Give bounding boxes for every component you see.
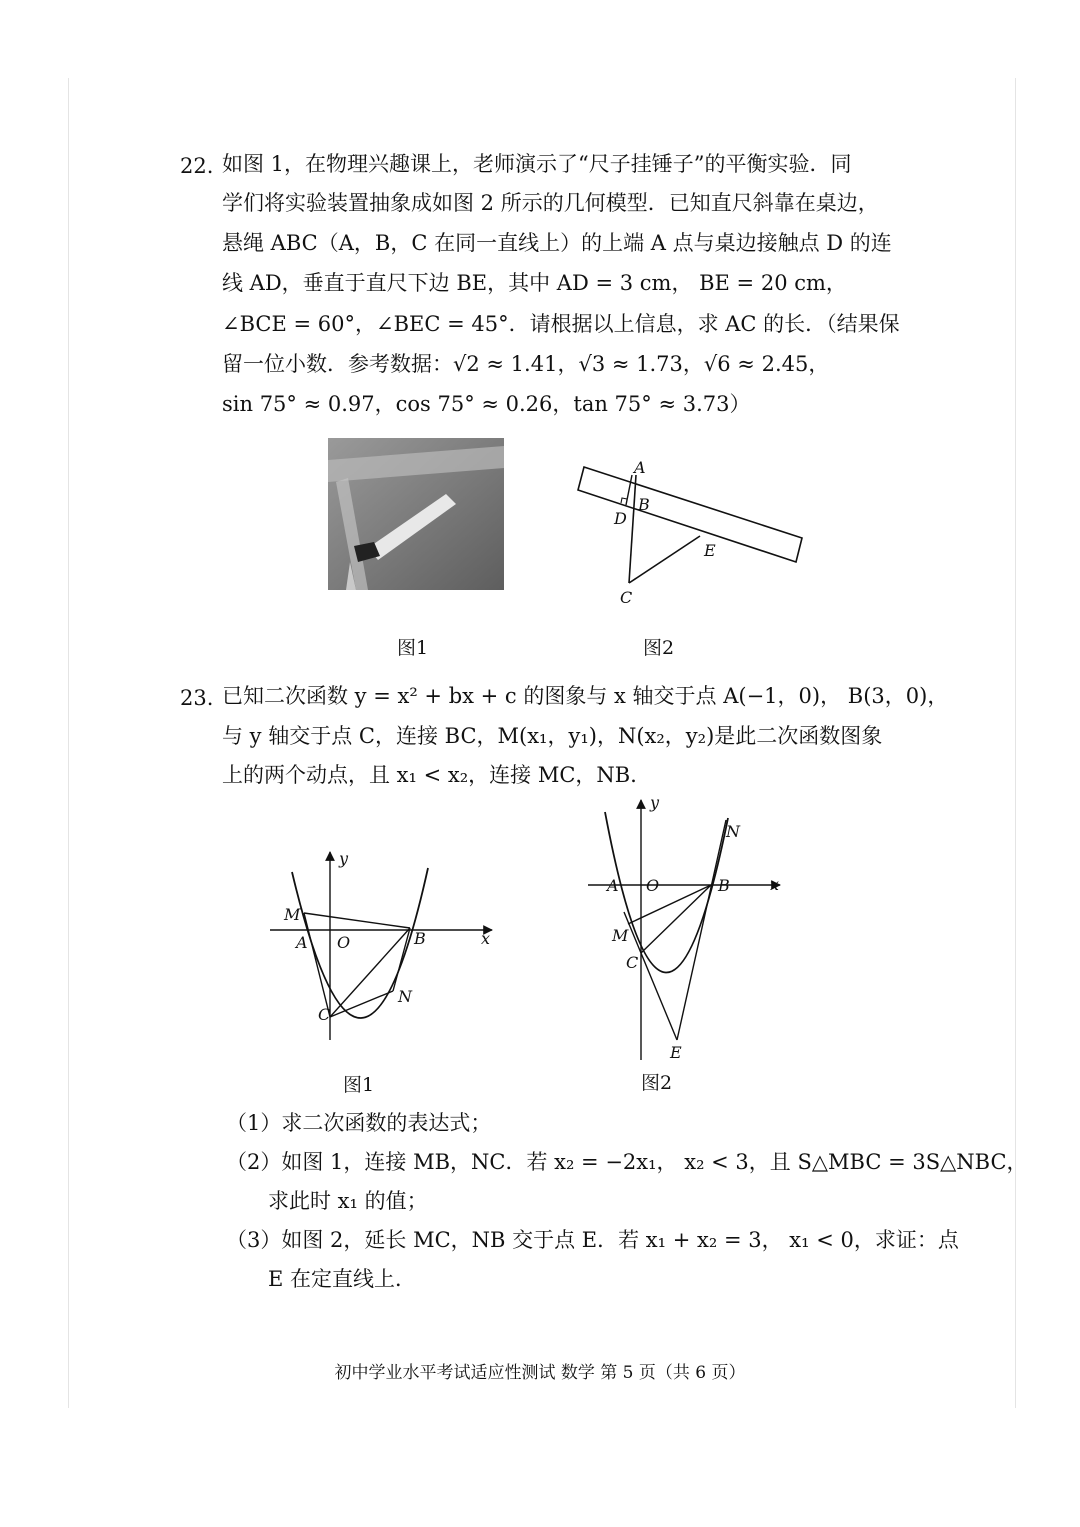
q22-line-3: 悬绳 ABC（A，B，C 在同一直线上）的上端 A 点与桌边接触点 D 的连 xyxy=(222,231,892,255)
q22-figure-1-photo xyxy=(328,438,504,590)
q22-line-7: sin 75° ≈ 0.97，cos 75° ≈ 0.26，tan 75° ≈ 3.73） xyxy=(222,392,751,416)
label-N: N xyxy=(398,987,412,1006)
label-N: N xyxy=(726,822,740,841)
label-x: x xyxy=(770,875,780,894)
q23-figure-1-caption: 图1 xyxy=(343,1074,375,1096)
label-E: E xyxy=(670,1043,682,1062)
q22-line-2: 学们将实验装置抽象成如图 2 所示的几何模型．已知直尺斜靠在桌边， xyxy=(222,191,879,215)
q23-figure-1-graph xyxy=(262,840,502,1050)
segment-MB xyxy=(304,913,410,928)
label-A: A xyxy=(634,458,646,477)
question-22-number: 22. xyxy=(180,154,214,178)
question-23-number: 23. xyxy=(180,686,214,710)
label-C: C xyxy=(620,588,633,607)
segment-MC xyxy=(304,913,330,1017)
q23-part-1: （1）求二次函数的表达式； xyxy=(226,1111,492,1135)
label-y: y xyxy=(339,849,349,868)
label-O: O xyxy=(337,933,351,952)
q22-line-1: 如图 1，在物理兴趣课上，老师演示了“尺子挂锤子”的平衡实验．同 xyxy=(222,152,852,176)
label-C: C xyxy=(318,1005,331,1024)
label-B: B xyxy=(718,876,730,895)
segment-AD xyxy=(626,475,632,505)
line-MC-extended xyxy=(624,912,677,1040)
segment-BC xyxy=(641,885,711,953)
q23-part-2-cont: 求此时 x₁ 的值； xyxy=(268,1189,428,1213)
label-A: A xyxy=(296,933,308,952)
q22-line-6: 留一位小数．参考数据：√2 ≈ 1.41，√3 ≈ 1.73，√6 ≈ 2.45， xyxy=(222,352,830,376)
q23-line-3: 上的两个动点，且 x₁ < x₂，连接 MC，NB． xyxy=(222,763,652,787)
segment-AC xyxy=(629,475,636,583)
q23-figure-2-graph xyxy=(580,790,790,1070)
q23-part-3: （3）如图 2，延长 MC，NB 交于点 E．若 x₁ + x₂ = 3， x₁ < 0，求证：点 xyxy=(226,1228,959,1252)
q23-part-3-cont: E 在定直线上． xyxy=(268,1267,417,1291)
label-M: M xyxy=(612,926,629,945)
label-A: A xyxy=(607,876,619,895)
label-B: B xyxy=(638,495,650,514)
label-D: D xyxy=(614,509,627,528)
q23-line-2: 与 y 轴交于点 C，连接 BC，M(x₁，y₁)，N(x₂，y₂)是此二次函数图象 xyxy=(222,724,883,748)
q22-figure-2-diagram xyxy=(570,450,810,610)
label-E: E xyxy=(704,541,716,560)
label-C: C xyxy=(626,953,639,972)
q22-line-5: ∠BCE = 60°，∠BEC = 45°．请根据以上信息，求 AC 的长．（结果保 xyxy=(222,312,900,336)
q23-line-1: 已知二次函数 y = x² + bx + c 的图象与 x 轴交于点 A(−1，0)， B(3，0)， xyxy=(222,684,949,708)
label-x: x xyxy=(481,929,491,948)
q23-figure-2-caption: 图2 xyxy=(641,1072,673,1094)
q22-figure-2-caption: 图2 xyxy=(643,637,675,659)
label-O: O xyxy=(646,876,660,895)
label-B: B xyxy=(414,929,426,948)
ruler-shape xyxy=(578,467,802,562)
q23-part-2: （2）如图 1，连接 MB，NC．若 x₂ = −2x₁， x₂ < 3，且 S△MBC = 3S△NBC， xyxy=(226,1150,1028,1174)
segment-CE xyxy=(629,536,700,583)
page-footer: 初中学业水平考试适应性测试 数学 第 5 页（共 6 页） xyxy=(334,1363,746,1383)
label-M: M xyxy=(284,905,301,924)
label-y: y xyxy=(650,793,660,812)
q22-line-4: 线 AD，垂直于直尺下边 BE，其中 AD = 3 cm， BE = 20 cm， xyxy=(222,271,847,295)
q22-figure-1-caption: 图1 xyxy=(397,637,429,659)
line-NB-extended xyxy=(677,820,726,1040)
